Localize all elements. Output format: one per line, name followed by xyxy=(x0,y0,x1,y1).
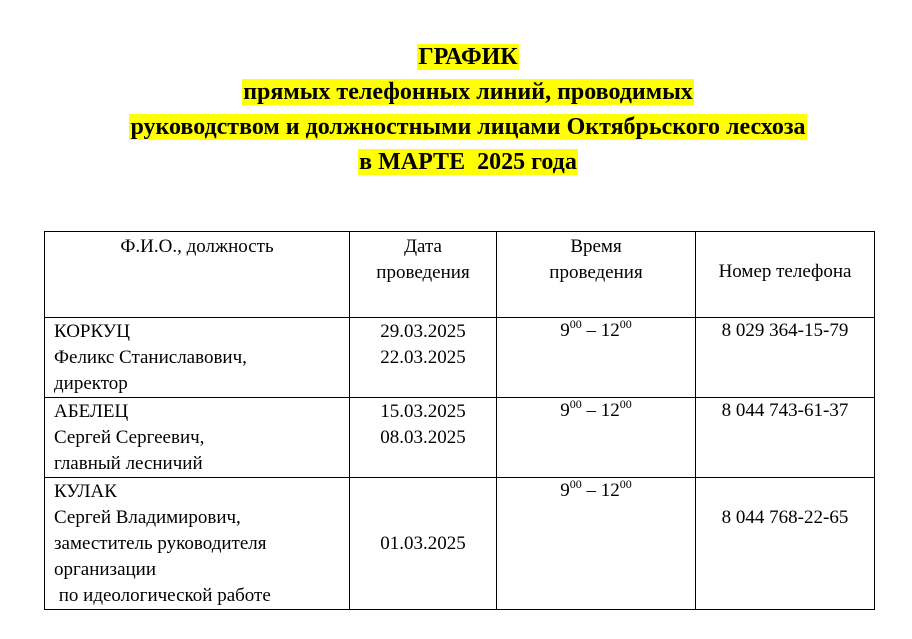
person-surname: АБЕЛЕЦ xyxy=(54,401,129,422)
phone-number: 8 029 364-15-79 xyxy=(721,320,849,341)
person-cell xyxy=(45,398,350,478)
person-given-name: Феликс Станиславович, xyxy=(54,347,247,368)
phone-number: 8 044 768-22-65 xyxy=(721,507,849,528)
phone-cell xyxy=(696,478,875,610)
person-position: главный лесничий xyxy=(54,453,203,474)
title-line-4: в МАРТЕ 2025 года xyxy=(359,149,577,175)
person-cell xyxy=(45,318,350,398)
phone-cell xyxy=(696,318,875,398)
table-row xyxy=(45,478,875,610)
date-value: 15.03.2025 xyxy=(380,401,466,422)
date-value: 29.03.2025 xyxy=(380,321,466,342)
table-row xyxy=(45,318,875,398)
date-cell xyxy=(350,398,497,478)
header-date: Дата проведения xyxy=(350,232,497,318)
date-cell xyxy=(350,318,497,398)
date-value: 01.03.2025 xyxy=(380,532,466,554)
title-line-2: прямых телефонных линий, проводимых xyxy=(243,79,693,105)
phone-cell xyxy=(696,398,875,478)
date-value: 08.03.2025 xyxy=(380,427,466,448)
title-line-3: руководством и должностными лицами Октябрьского лесхоза xyxy=(130,114,806,140)
schedule-table xyxy=(44,231,875,610)
header-row xyxy=(45,232,875,318)
person-position: организации xyxy=(54,559,157,580)
phone-number: 8 044 743-61-37 xyxy=(721,400,849,421)
time-cell: $9^{00} - 12^{00}$ xyxy=(497,318,696,398)
document-title xyxy=(0,40,912,180)
header-phone: Номер телефона xyxy=(696,232,875,318)
person-cell xyxy=(45,478,350,610)
person-given-name: Сергей Сергеевич, xyxy=(54,427,205,448)
date-value: 22.03.2025 xyxy=(380,347,466,368)
person-surname: КОРКУЦ xyxy=(54,321,130,342)
table-row xyxy=(45,398,875,478)
date-cell xyxy=(350,478,497,610)
person-surname: КУЛАК xyxy=(54,481,117,502)
title-line-1: ГРАФИК xyxy=(418,44,518,70)
person-given-name: Сергей Владимирович, xyxy=(54,507,241,528)
time-cell: $9^{00} - 12^{00}$ xyxy=(497,398,696,478)
time-cell: $9^{00} - 12^{00}$ xyxy=(497,478,696,610)
person-position: директор xyxy=(54,373,128,394)
header-time: Время проведения xyxy=(497,232,696,318)
person-position: по идеологической работе xyxy=(54,585,271,606)
header-name: Ф.И.О., должность xyxy=(45,232,350,318)
person-position: заместитель руководителя xyxy=(54,533,267,554)
